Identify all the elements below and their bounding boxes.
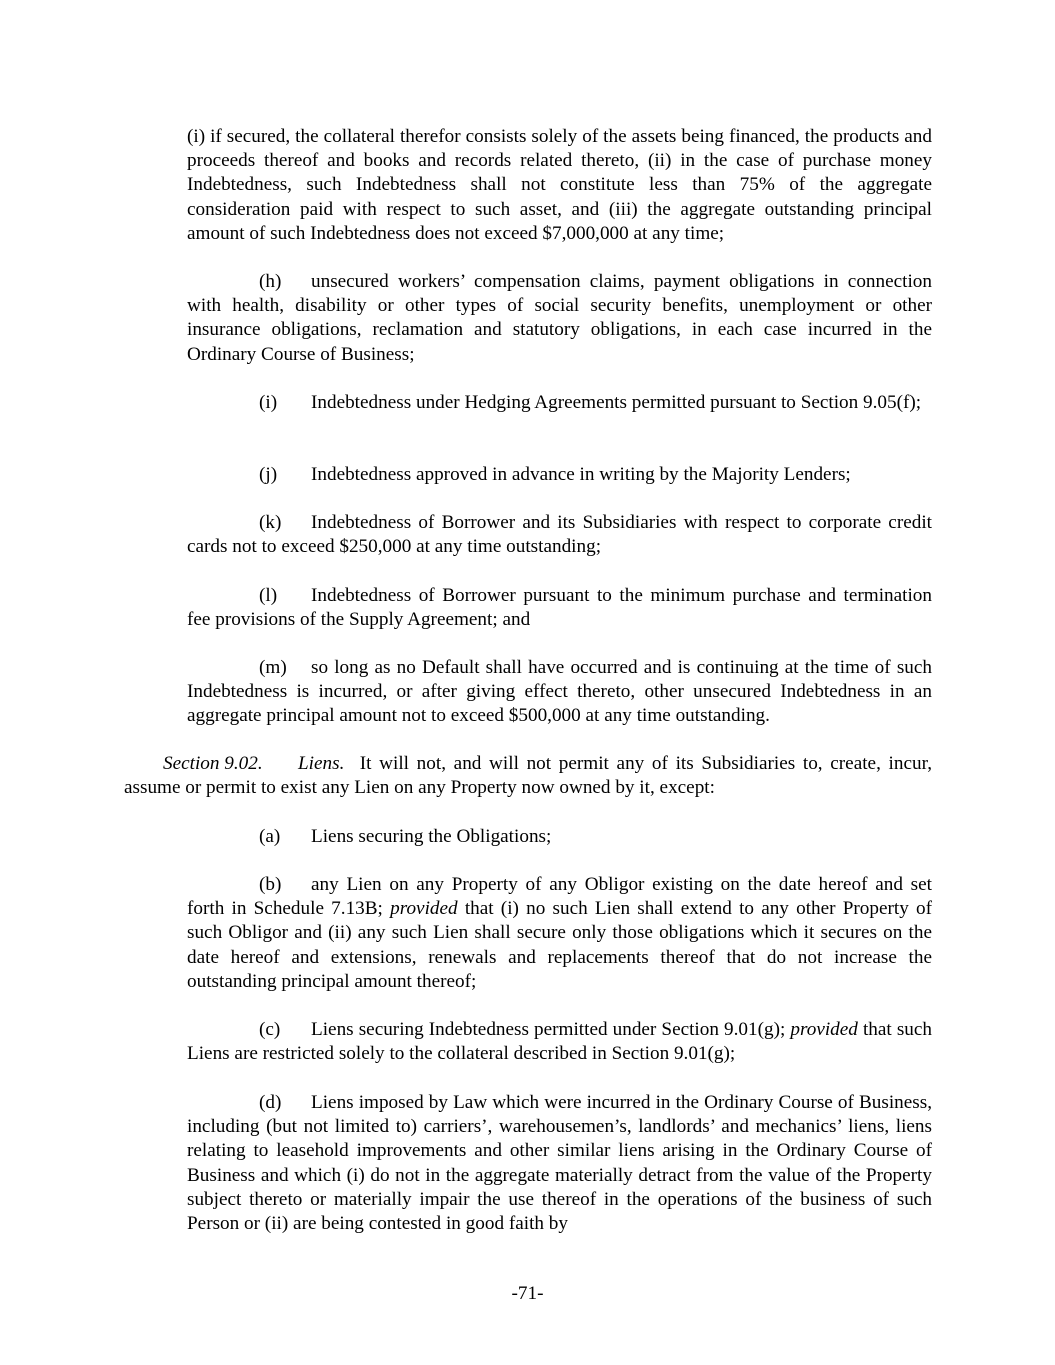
provided-term: provided	[790, 1019, 858, 1040]
clause-label: (m)	[259, 657, 287, 678]
clause-text: any Lien on any Property of any Obligor existing on the date hereof and set forth in Schedule 7.13B;	[187, 874, 932, 920]
clause-label: (l)	[259, 585, 278, 606]
clause-h	[187, 270, 932, 367]
clause-label: (k)	[259, 512, 282, 533]
clause-label: (a)	[259, 826, 281, 847]
section-9-02-heading	[124, 752, 932, 800]
clause-text: Indebtedness under Hedging Agreements permitted pursuant to Section 9.05(f);	[311, 392, 922, 413]
clause-label: (c)	[259, 1019, 281, 1040]
section-number: Section 9.02.	[163, 753, 263, 774]
clause-j	[187, 463, 932, 487]
clause-l	[187, 584, 932, 632]
clause-k	[187, 511, 932, 559]
section-text: It will not, and will not permit any of its Subsidiaries to, create, incur, assume or permit to exist any Lien on any Property now owned by it, except:	[124, 753, 932, 799]
clause-text: Liens securing the Obligations;	[311, 826, 552, 847]
clause-i	[187, 391, 932, 415]
clause-text: Liens imposed by Law which were incurred in the Ordinary Course of Business, including (but not limited to) carriers’, warehousemen’s, landlords’ and mechanics’ liens, liens relating to leasehold improvements and other similar liens arising in the Ordinary Course of Business and which (i) do not in the aggregate materially detract from the value of the Property subject thereto or materially impair the use thereof in the operations of the business of such Person or (ii) are being contested in good faith by	[187, 1092, 932, 1235]
clause-text: so long as no Default shall have occurred and is continuing at the time of such Indebtedness is incurred, or after giving effect thereto, other unsecured Indebtedness in an aggregate principal amount not to exceed $500,000 at any time outstanding.	[187, 657, 932, 727]
clause-label: (d)	[259, 1092, 282, 1113]
clause-label: (i)	[259, 392, 278, 413]
clause-text: unsecured workers’ compensation claims, payment obligations in connection with health, disability or other types of social security benefits, unemployment or other insurance obligations, reclamation and statutory obligations, in each case incurred in the Ordinary Course of Business;	[187, 271, 932, 365]
clause-text: Indebtedness of Borrower pursuant to the minimum purchase and termination fee provisions of the Supply Agreement; and	[187, 585, 932, 631]
section-title: Liens.	[298, 753, 345, 774]
provided-term: provided	[390, 898, 458, 920]
lien-clause-c	[187, 1018, 932, 1066]
continuation-paragraph: (i) if secured, the collateral therefor consists solely of the assets being financed, the products and proceeds thereof and books and records related thereto, (ii) in the case of purchase money Indebtedness, such Indebtedness shall not constitute less than 75% of the aggregate consideration paid with respect to such asset, and (iii) the aggregate outstanding principal amount of such Indebtedness does not exceed $7,000,000 at any time;	[187, 126, 932, 244]
clause-text: Indebtedness of Borrower and its Subsidiaries with respect to corporate credit cards not to exceed $250,000 at any time outstanding;	[187, 512, 932, 558]
clause-text-cont: that such Liens are restricted solely to the collateral described in Section 9.01(g);	[187, 1019, 932, 1065]
page-number: -71-	[511, 1283, 544, 1304]
lien-clause-b	[187, 873, 932, 994]
clause-m	[187, 656, 932, 729]
clause-label: (b)	[259, 874, 282, 895]
clause-text: Indebtedness approved in advance in writing by the Majority Lenders;	[311, 464, 851, 485]
clause-text-cont: that (i) no such Lien shall extend to any other Property of such Obligor and (ii) any such Lien shall secure only those obligations which it secures on the date hereof and extensions, renewals and replacements thereof that do not increase the outstanding principal amount thereof;	[187, 898, 933, 992]
lien-clause-d	[187, 1091, 932, 1236]
lien-clause-a	[187, 825, 932, 849]
clause-label: (h)	[259, 271, 282, 292]
clause-label: (j)	[259, 464, 278, 485]
clause-text: Liens securing Indebtedness permitted under Section 9.01(g);	[311, 1019, 786, 1040]
